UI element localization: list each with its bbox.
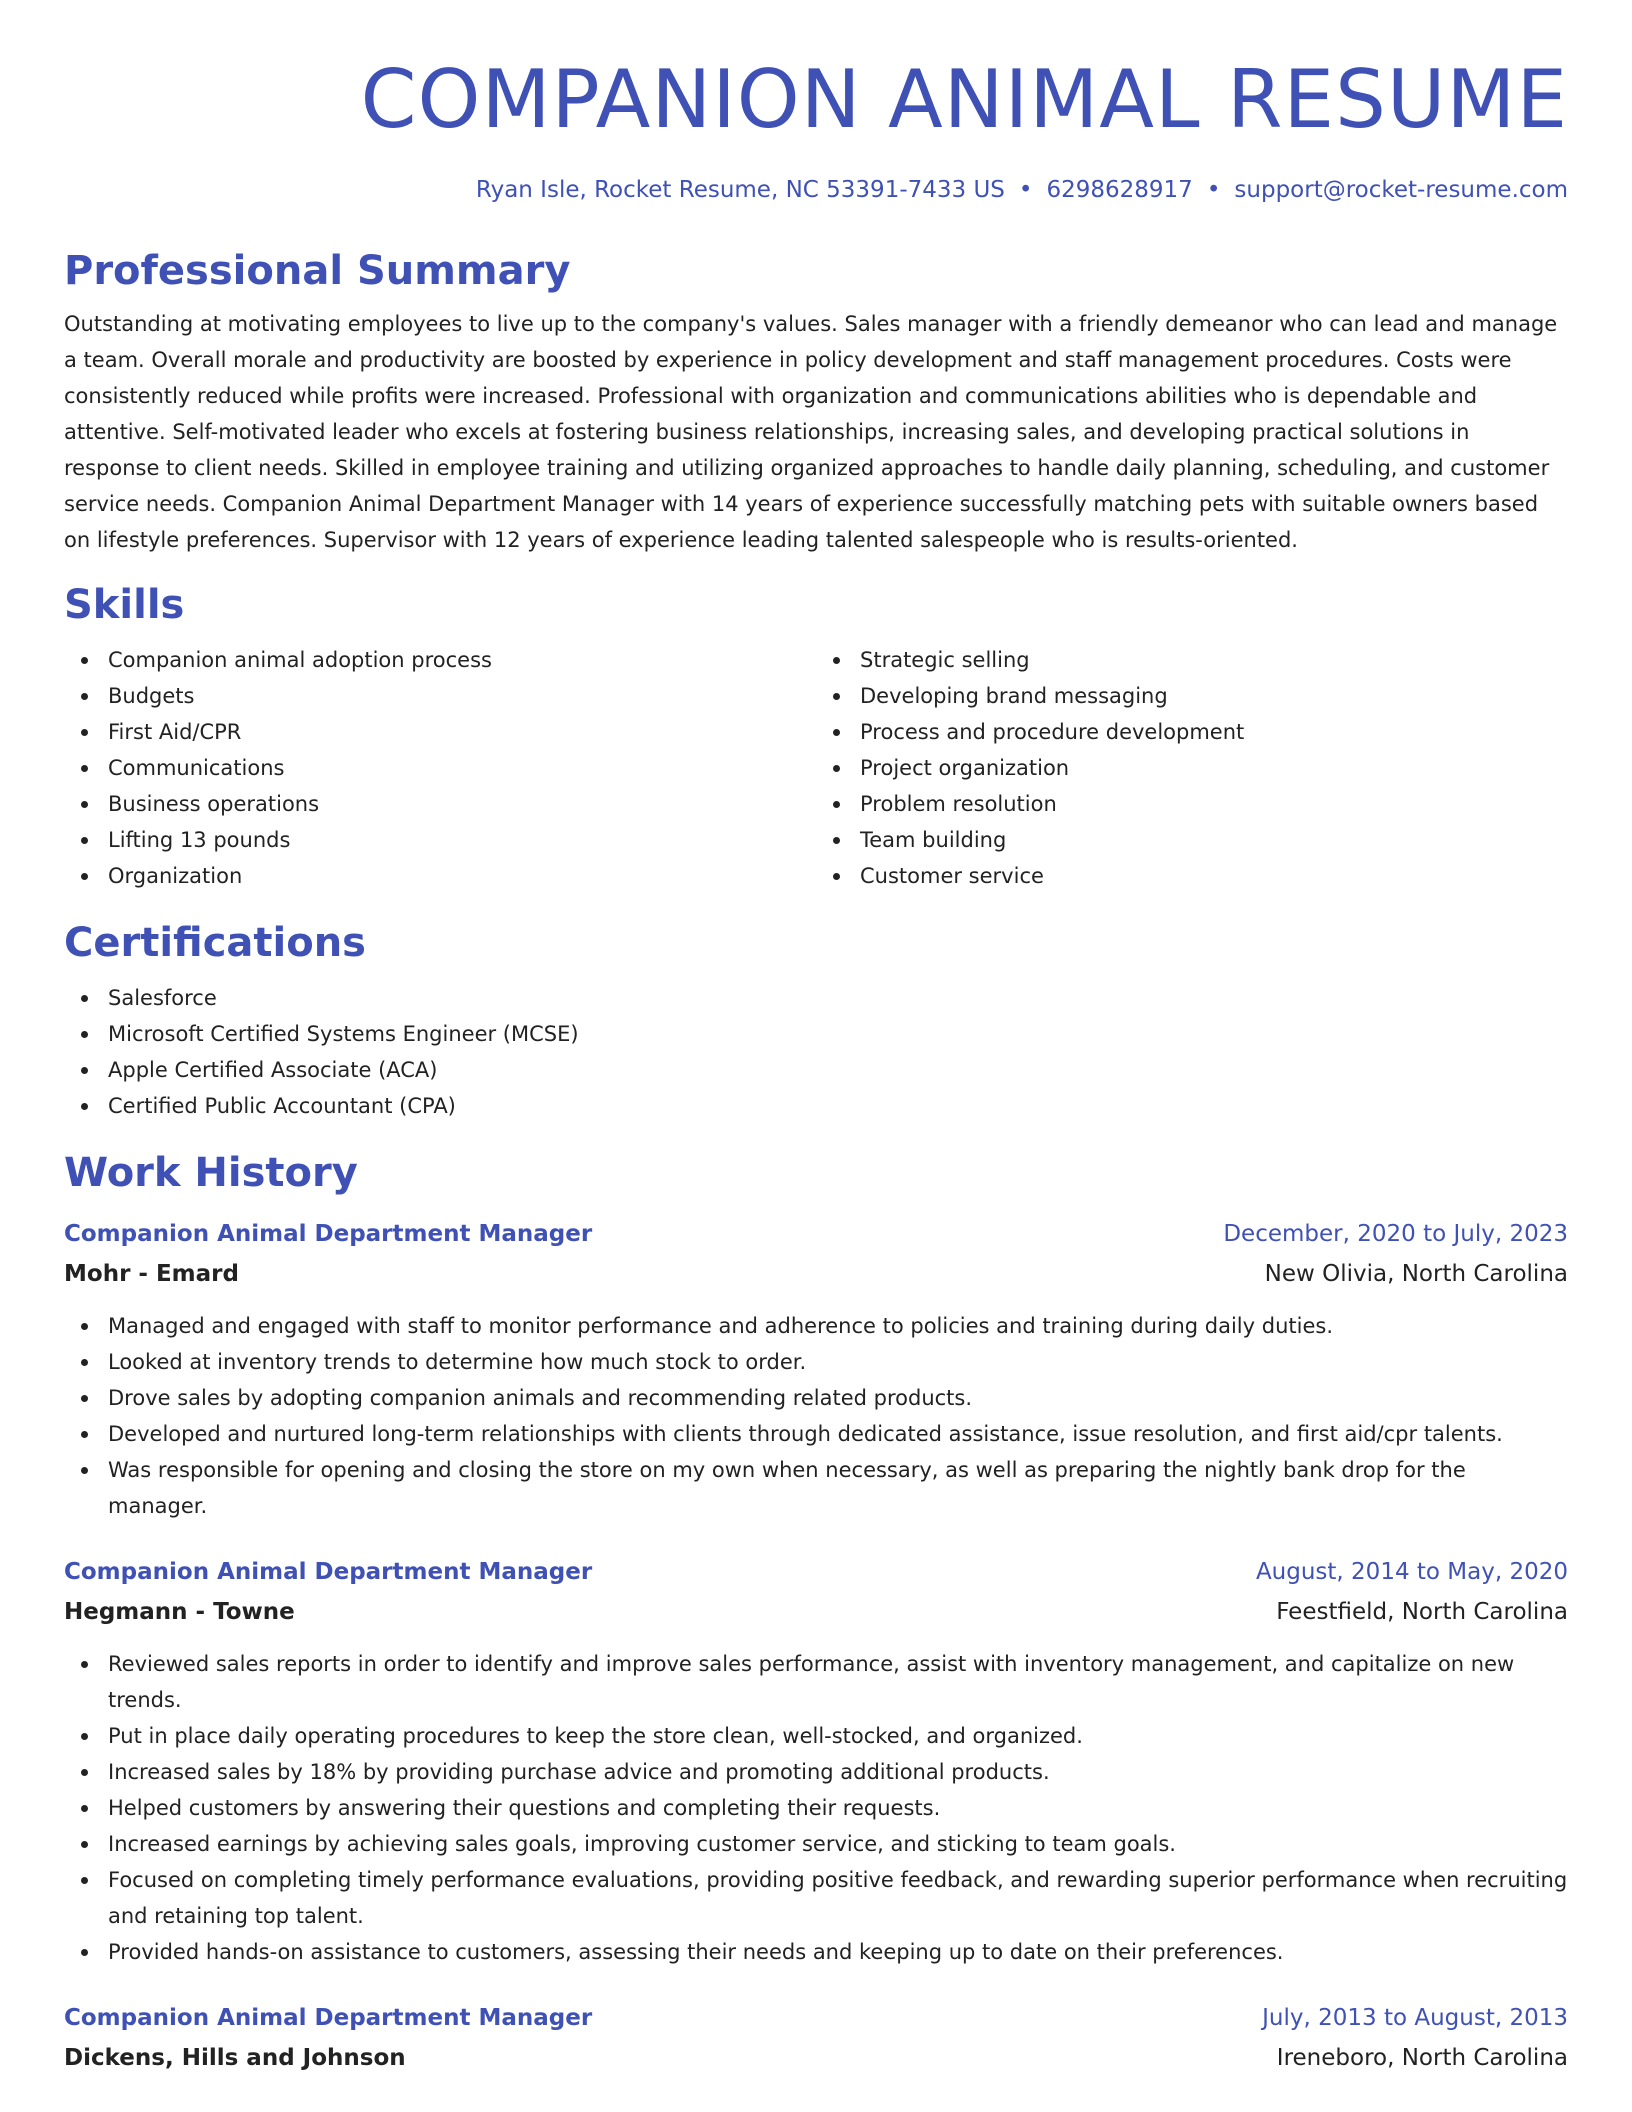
contact-line — [64, 174, 1568, 206]
job-bullets — [64, 1646, 1568, 1970]
job-bullet: Looked at inventory trends to determine how much stock to order. — [108, 1344, 1568, 1380]
certifications-heading: Certifications — [64, 920, 366, 966]
contact-email: support@rocket-resume.com — [1234, 177, 1568, 203]
job-dates: December, 2020 to July, 2023 — [1223, 1221, 1568, 1247]
job-location: Feestfield, North Carolina — [1276, 1599, 1568, 1625]
job-company: Mohr - Emard — [64, 1261, 239, 1287]
job-role: Companion Animal Department Manager — [64, 1221, 593, 1247]
skills-list-left — [64, 642, 816, 894]
certification-item: Salesforce — [108, 980, 1568, 1016]
skills-columns — [64, 642, 1568, 894]
job-bullet: Reviewed sales reports in order to identify and improve sales performance, assist with inventory management, and capitalize on new trends. — [108, 1646, 1568, 1718]
job-company: Hegmann - Towne — [64, 1599, 295, 1625]
job-bullet: Developed and nurtured long-term relationships with clients through dedicated assistance, issue resolution, and first aid/cpr talents. — [108, 1416, 1568, 1452]
job-entry — [64, 1216, 1568, 1524]
skills-list-right — [816, 642, 1568, 894]
contact-phone: 6298628917 — [1046, 177, 1193, 203]
job-company: Dickens, Hills and Johnson — [64, 2045, 406, 2071]
job-entry — [64, 1554, 1568, 1970]
job-bullet: Drove sales by adopting companion animals and recommending related products. — [108, 1380, 1568, 1416]
skill-item: Developing brand messaging — [860, 678, 1568, 714]
certification-item: Certified Public Accountant (CPA) — [108, 1088, 1568, 1124]
resume-title: COMPANION ANIMAL RESUME — [360, 53, 1568, 146]
skill-item: Customer service — [860, 858, 1568, 894]
contact-address: Ryan Isle, Rocket Resume, NC 53391-7433 US — [475, 177, 1005, 203]
skill-item: Organization — [108, 858, 816, 894]
skill-item: Problem resolution — [860, 786, 1568, 822]
job-role: Companion Animal Department Manager — [64, 2005, 593, 2031]
job-subheader — [64, 2040, 1568, 2076]
job-location: New Olivia, North Carolina — [1264, 1261, 1568, 1287]
contact-separator: • — [1206, 177, 1221, 203]
job-bullet: Focused on completing timely performance evaluations, providing positive feedback, and rewarding superior performance when recruiting and retaining top talent. — [108, 1862, 1568, 1934]
job-subheader — [64, 1594, 1568, 1630]
job-dates: July, 2013 to August, 2013 — [1262, 2005, 1568, 2031]
contact-separator: • — [1018, 177, 1033, 203]
job-header — [64, 1216, 1568, 1252]
job-bullet: Was responsible for opening and closing the store on my own when necessary, as well as preparing the nightly bank drop for the manager. — [108, 1452, 1568, 1524]
job-header — [64, 2000, 1568, 2036]
skill-item: Team building — [860, 822, 1568, 858]
job-bullet: Managed and engaged with staff to monitor performance and adherence to policies and training during daily duties. — [108, 1308, 1568, 1344]
job-entry — [64, 2000, 1568, 2076]
certification-item: Microsoft Certified Systems Engineer (MCSE) — [108, 1016, 1568, 1052]
skill-item: Communications — [108, 750, 816, 786]
job-bullet: Provided hands-on assistance to customers, assessing their needs and keeping up to date on their preferences. — [108, 1934, 1568, 1970]
skill-item: First Aid/CPR — [108, 714, 816, 750]
skills-heading: Skills — [64, 582, 185, 628]
job-header — [64, 1554, 1568, 1590]
job-role: Companion Animal Department Manager — [64, 1559, 593, 1585]
job-bullet: Put in place daily operating procedures to keep the store clean, well-stocked, and organized. — [108, 1718, 1568, 1754]
job-dates: August, 2014 to May, 2020 — [1255, 1559, 1568, 1585]
work-history-heading: Work History — [64, 1150, 358, 1196]
job-subheader — [64, 1256, 1568, 1292]
summary-text: Outstanding at motivating employees to live up to the company's values. Sales manager with a friendly demeanor who can lead and manage a team. Overall morale and productivity are boosted by experience in policy development and staff management procedures. Costs were consistently reduced while profits were increased. Professional with organization and communications abilities who is dependable and attentive. Self-motivated leader who excels at fostering business relationships, increasing sales, and developing practical solutions in response to client needs. Skilled in employee training and utilizing organized approaches to handle daily planning, scheduling, and customer service needs. Companion Animal Department Manager with 14 years of experience successfully matching pets with suitable owners based on lifestyle preferences. Supervisor with 12 years of experience leading talented salespeople who is results-oriented. — [64, 312, 1558, 552]
job-bullet: Increased earnings by achieving sales goals, improving customer service, and sticking to team goals. — [108, 1826, 1568, 1862]
skill-item: Budgets — [108, 678, 816, 714]
skill-item: Business operations — [108, 786, 816, 822]
skill-item: Project organization — [860, 750, 1568, 786]
job-bullet: Increased sales by 18% by providing purchase advice and promoting additional products. — [108, 1754, 1568, 1790]
job-location: Ireneboro, North Carolina — [1276, 2045, 1568, 2071]
skill-item: Companion animal adoption process — [108, 642, 816, 678]
skill-item: Strategic selling — [860, 642, 1568, 678]
skill-item: Lifting 13 pounds — [108, 822, 816, 858]
certifications-list — [64, 980, 1568, 1124]
resume-page — [64, 0, 1568, 2076]
job-bullets — [64, 1308, 1568, 1524]
summary-heading: Professional Summary — [64, 248, 571, 294]
certification-item: Apple Certified Associate (ACA) — [108, 1052, 1568, 1088]
skill-item: Process and procedure development — [860, 714, 1568, 750]
job-bullet: Helped customers by answering their questions and completing their requests. — [108, 1790, 1568, 1826]
